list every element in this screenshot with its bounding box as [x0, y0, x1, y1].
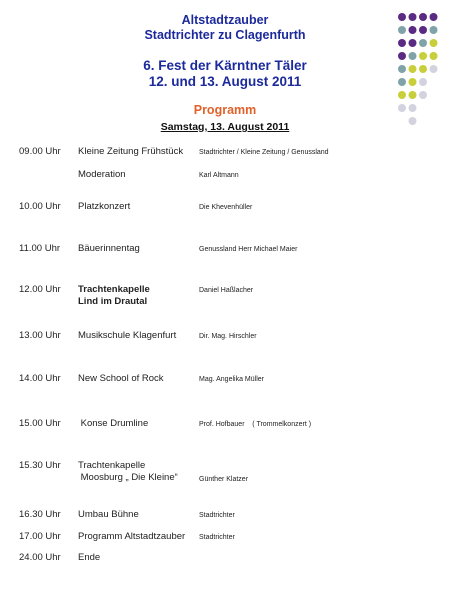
- time-label: 15.00 Uhr: [19, 418, 61, 429]
- activity-label: Musikschule Klagenfurt: [78, 330, 177, 341]
- decor-dot: [409, 13, 417, 21]
- activity-label: Moderation: [78, 169, 126, 180]
- decor-dot: [409, 91, 417, 99]
- festival-title: 6. Fest der Kärntner Täler: [143, 58, 307, 73]
- time-label: 14.00 Uhr: [19, 373, 61, 384]
- performer-label: Prof. Hofbauer ( Trommelkonzert ): [199, 421, 312, 428]
- decor-dot: [398, 26, 406, 34]
- time-label: 15.30 Uhr: [19, 460, 61, 471]
- activity-label: Konse Drumline: [78, 418, 149, 429]
- decor-dot: [419, 26, 427, 34]
- decor-dot: [409, 39, 417, 47]
- performer-label: Mag. Angelika Müller: [199, 376, 264, 383]
- time-label: 24.00 Uhr: [19, 552, 61, 563]
- decor-dot: [398, 91, 406, 99]
- performer-label: Stadtrichter: [199, 534, 235, 541]
- decor-dot: [430, 26, 438, 34]
- activity-label: Platzkonzert: [78, 201, 131, 212]
- decor-dot: [430, 65, 438, 73]
- performer-label: Genussland Herr Michael Maier: [199, 246, 298, 253]
- decor-dot: [430, 52, 438, 60]
- activity-line: Trachtenkapelle: [78, 460, 146, 471]
- decor-dot: [398, 52, 406, 60]
- decorative-dot-grid: [398, 12, 438, 132]
- decor-dot: [409, 26, 417, 34]
- decor-dot: [409, 65, 417, 73]
- activity-label: Programm Altstadtzauber: [78, 531, 186, 542]
- decor-dot: [419, 39, 427, 47]
- decor-dot: [409, 78, 417, 86]
- decor-dot: [419, 91, 427, 99]
- decor-dot: [409, 104, 417, 112]
- date-heading: Samstag, 13. August 2011: [160, 121, 290, 133]
- decor-dot: [409, 52, 417, 60]
- performer-label: Stadtrichter: [199, 512, 235, 519]
- decor-dot: [419, 13, 427, 21]
- performer-label: Dir. Mag. Hirschler: [199, 333, 257, 340]
- activity-line: Moosburg „ Die Kleine“: [78, 472, 178, 483]
- decor-dot: [430, 39, 438, 47]
- time-label: 17.00 Uhr: [19, 531, 61, 542]
- activity-line: Lind im Drautal: [78, 296, 148, 307]
- time-label: 13.00 Uhr: [19, 330, 61, 341]
- activity-label: Umbau Bühne: [78, 509, 139, 520]
- performer-label: Günther Klatzer: [199, 476, 249, 483]
- festival-dates: 12. und 13. August 2011: [148, 74, 302, 89]
- performer-label: Die Khevenhüller: [199, 204, 253, 211]
- performer-label: Karl Altmann: [199, 172, 239, 179]
- activity-label: Kleine Zeitung Frühstück: [78, 146, 184, 157]
- time-label: 10.00 Uhr: [19, 201, 61, 212]
- activity-label: Bäuerinnentag: [78, 243, 140, 254]
- time-label: 16.30 Uhr: [19, 509, 61, 520]
- performer-label: Daniel Haßlacher: [199, 287, 254, 294]
- decor-dot: [398, 104, 406, 112]
- activity-line: Trachtenkapelle: [78, 284, 150, 295]
- activity-label: [78, 284, 150, 308]
- decor-dot: [398, 39, 406, 47]
- time-label: 09.00 Uhr: [19, 146, 61, 157]
- activity-label: New School of Rock: [78, 373, 164, 384]
- header-subtitle: Stadtrichter zu Clagenfurth: [144, 28, 306, 42]
- decor-dot: [398, 13, 406, 21]
- decor-dot: [419, 65, 427, 73]
- activity-label: [78, 460, 178, 484]
- decor-dot: [419, 52, 427, 60]
- activity-label: Ende: [78, 552, 101, 563]
- time-label: 12.00 Uhr: [19, 284, 61, 295]
- decor-dot: [398, 65, 406, 73]
- header-title: Altstadtzauber: [181, 13, 269, 27]
- decor-dot: [398, 78, 406, 86]
- decor-dot: [419, 78, 427, 86]
- program-header: [0, 13, 450, 130]
- performer-label: Stadtrichter / Kleine Zeitung / Genussland: [199, 149, 329, 156]
- decor-dot: [430, 13, 438, 21]
- time-label: 11.00 Uhr: [19, 243, 61, 254]
- program-label: Programm: [193, 102, 257, 117]
